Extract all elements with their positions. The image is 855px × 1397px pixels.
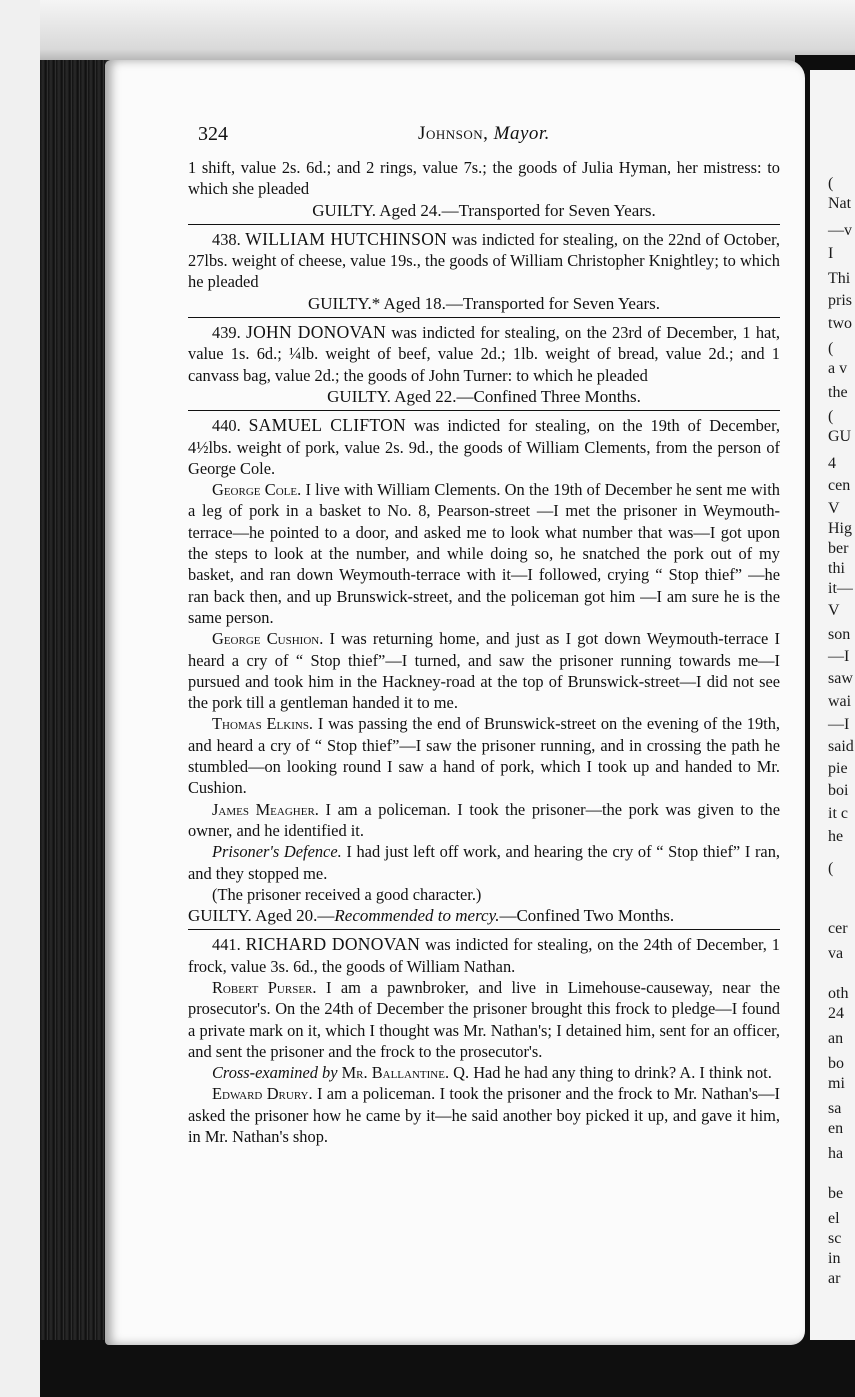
witness-name: James Meagher. <box>212 799 319 819</box>
cross-examination <box>188 1062 780 1083</box>
facing-page <box>810 70 855 1340</box>
prisoner-defence <box>188 841 780 884</box>
facing-page-fragment: a v <box>828 360 848 377</box>
facing-page-fragment: he <box>828 828 844 845</box>
divider <box>188 317 780 318</box>
case-number: 441. <box>212 935 241 955</box>
testimony-text: I was passing the end of Brunswick-street on the evening of the 19th, and heard a cry of “ Stop thief”—I saw the prisoner running, and in crossing the path he stumbled—on looking round I saw a hand of pork, which I took up and handed to Mr. Cushion. <box>188 714 780 798</box>
case-entry <box>188 229 780 293</box>
divider <box>188 224 780 225</box>
facing-page-fragment: an <box>828 1030 844 1047</box>
running-title-office: Mayor. <box>493 123 550 144</box>
facing-page-fragment: son <box>828 626 851 643</box>
defence-text: I had just left off work, and hearing the cry of “ Stop thief” I ran, and they stopped me. <box>188 842 780 883</box>
witness-name: Thomas Elkins. <box>212 714 314 734</box>
running-title-name: Johnson, <box>418 123 489 144</box>
facing-page-fragment: I <box>828 245 834 262</box>
facing-page-fragment: sa <box>828 1100 842 1117</box>
witness-name: Edward Drury. <box>212 1084 313 1104</box>
testimony-text: I was returning home, and just as I got down Weymouth-terrace I heard a cry of “ Stop thief”—I turned, and saw the prisoner running towards me—I pursued and took him in the Hackney-road at the top of Brunswick-street—I did not see the pork till a gentleman handed it to me. <box>188 629 780 713</box>
continuation-text: 1 shift, value 2s. 6d.; and 2 rings, value 7s.; the goods of Julia Hyman, her mistress: to which she pleaded <box>188 158 780 199</box>
verdict-sentence: —Confined Two Months. <box>499 906 675 926</box>
facing-page-fragment: it— <box>828 580 853 597</box>
testimony <box>188 479 780 628</box>
facing-page-fragment: 4 <box>828 455 836 472</box>
defendant-name: RICHARD DONOVAN <box>245 934 421 955</box>
divider <box>188 410 780 411</box>
case-entry <box>188 934 780 977</box>
facing-page-fragment: ( <box>828 860 834 877</box>
defendant-name: SAMUEL CLIFTON <box>248 415 406 436</box>
indictment-text: was indicted for stealing, on the 22nd of October, 27lbs. weight of cheese, value 19s., the goods of William Christopher Knightley; to which he pleaded <box>188 229 781 292</box>
facing-page-fragment: wai <box>828 693 852 710</box>
facing-page-fragment: Nat <box>828 195 852 212</box>
defendant-name: WILLIAM HUTCHINSON <box>245 228 448 249</box>
verdict <box>188 905 780 926</box>
testimony <box>188 628 780 713</box>
facing-page-fragment: pie <box>828 760 848 777</box>
facing-page-fragment: said <box>828 738 854 755</box>
facing-page-fragment: ar <box>828 1270 841 1287</box>
facing-page-fragment: sc <box>828 1230 842 1247</box>
facing-page-fragment: Hig <box>828 520 852 537</box>
counsel-name: Mr. Ballantine. <box>341 1063 450 1083</box>
case-text-body <box>188 157 780 1147</box>
case-number: 440. <box>212 416 241 436</box>
running-title <box>188 123 780 145</box>
character-note: (The prisoner received a good character.) <box>212 884 482 904</box>
facing-page-fragment: bo <box>828 1055 844 1072</box>
facing-page-fragment: pris <box>828 292 852 309</box>
facing-page-fragment: —I <box>828 716 850 733</box>
verdict: GUILTY.* Aged 18.—Transported for Seven Years. <box>307 293 661 313</box>
facing-page-fragment: ( <box>828 340 834 357</box>
facing-page-fragment: GU <box>828 428 852 445</box>
facing-page-fragment: mi <box>828 1075 845 1092</box>
facing-page-fragment: ha <box>828 1145 844 1162</box>
facing-page-fragment: Thi <box>828 270 851 287</box>
facing-page-fragment: V <box>828 602 840 619</box>
facing-page-fragment: ( <box>828 175 834 192</box>
facing-page-fragment: boi <box>828 782 849 799</box>
witness-name: George Cushion. <box>212 629 324 649</box>
case-entry <box>188 322 780 386</box>
indictment-text: was indicted for stealing, on the 19th of December, 4½lbs. weight of pork, value 2s. 9d., the goods of William Clements, from the person of George Cole. <box>188 416 780 478</box>
verdict: GUILTY. Aged 22.—Confined Three Months. <box>327 386 641 406</box>
verdict: GUILTY. Aged 24.—Transported for Seven Years. <box>312 200 656 220</box>
facing-page-fragment: —v <box>828 222 852 239</box>
testimony <box>188 713 780 798</box>
defence-label: Prisoner's Defence. <box>212 842 342 862</box>
indictment-text: was indicted for stealing, on the 24th of December, 1 frock, value 3s. 6d., the goods of William Nathan. <box>188 935 780 976</box>
testimony-text: I live with William Clements. On the 19th of December he sent me with a leg of pork in a basket to No. 8, Pearson-street —I met the prisoner in Weymouth-terrace—he pointed to a door, and asked me to look what number that was—I got upon the steps to look at the number, and while doing so, he snatched the pork out of my basket, and ran down Weymouth-terrace with it—I followed, crying “ Stop thief” —he ran back then, and up Brunswick-street, and the policeman got him —I am sure he is the same person. <box>188 480 780 627</box>
facing-page-fragment: 24 <box>828 1005 844 1022</box>
facing-page-fragment: va <box>828 945 844 962</box>
facing-page-fragment: oth <box>828 985 849 1002</box>
case-number: 439. <box>212 323 241 343</box>
scan-margin <box>0 0 40 1397</box>
case-number: 438. <box>212 229 241 249</box>
facing-page-fragment: the <box>828 384 848 401</box>
facing-page-fragment: en <box>828 1120 844 1137</box>
facing-page-fragment: V <box>828 500 840 517</box>
witness-name: Robert Purser. <box>212 977 317 997</box>
facing-page-fragment: be <box>828 1185 844 1202</box>
facing-page-fragment: thi <box>828 560 845 577</box>
facing-page-fragment: saw <box>828 670 853 687</box>
book-binding <box>40 60 110 1385</box>
facing-page-fragment: two <box>828 315 852 332</box>
facing-page-fragment: ber <box>828 540 849 557</box>
case-entry <box>188 415 780 479</box>
divider <box>188 929 780 930</box>
cross-label: Cross-examined by <box>212 1063 338 1083</box>
facing-page-fragment: ( <box>828 408 834 425</box>
indictment-text: was indicted for stealing, on the 23rd of December, 1 hat, value 1s. 6d.; ¼lb. weight of beef, value 2d.; 1lb. weight of bread, value 2d.; and 1 canvass bag, value 2d.; the goods of John Turner: to which he pleaded <box>188 323 780 385</box>
testimony <box>188 1083 780 1147</box>
testimony <box>188 799 780 842</box>
testimony-text: I am a pawnbroker, and live in Limehouse-causeway, near the prosecutor's. On the 24th of December the prisoner brought this frock to pledge—I found a private mark on it, which I thought was Mr. Nathan's; I detained him, sent for an officer, and sent the prisoner and the frock to the prosecutor's. <box>188 977 780 1061</box>
testimony <box>188 977 780 1062</box>
facing-page-fragment: —I <box>828 648 850 665</box>
verdict-recommendation: Recommended to mercy. <box>334 906 500 926</box>
facing-page-fragment: in <box>828 1250 841 1267</box>
facing-page-fragment: cer <box>828 920 848 937</box>
running-head <box>188 117 780 157</box>
testimony-text: I am a policeman. I took the prisoner—the pork was given to the owner, and he identified it. <box>188 799 780 840</box>
defendant-name: JOHN DONOVAN <box>245 322 387 343</box>
facing-page-fragment: el <box>828 1210 840 1227</box>
facing-page-fragment: cen <box>828 477 851 494</box>
book-bottom-edge <box>40 1340 855 1397</box>
page-content <box>188 117 780 1147</box>
verdict-start: GUILTY. Aged 20.— <box>188 906 335 926</box>
testimony-text: I am a policeman. I took the prisoner and the frock to Mr. Nathan's—I asked the prisoner how he came by it—he said another boy picked it up, and gave it him, in Mr. Nathan's shop. <box>188 1084 780 1147</box>
witness-name: George Cole. <box>212 480 302 500</box>
page-number: 324 <box>198 123 228 145</box>
facing-page-fragment: it c <box>828 805 848 822</box>
cross-text: Q. Had he had any thing to drink? A. I think not. <box>453 1063 772 1083</box>
